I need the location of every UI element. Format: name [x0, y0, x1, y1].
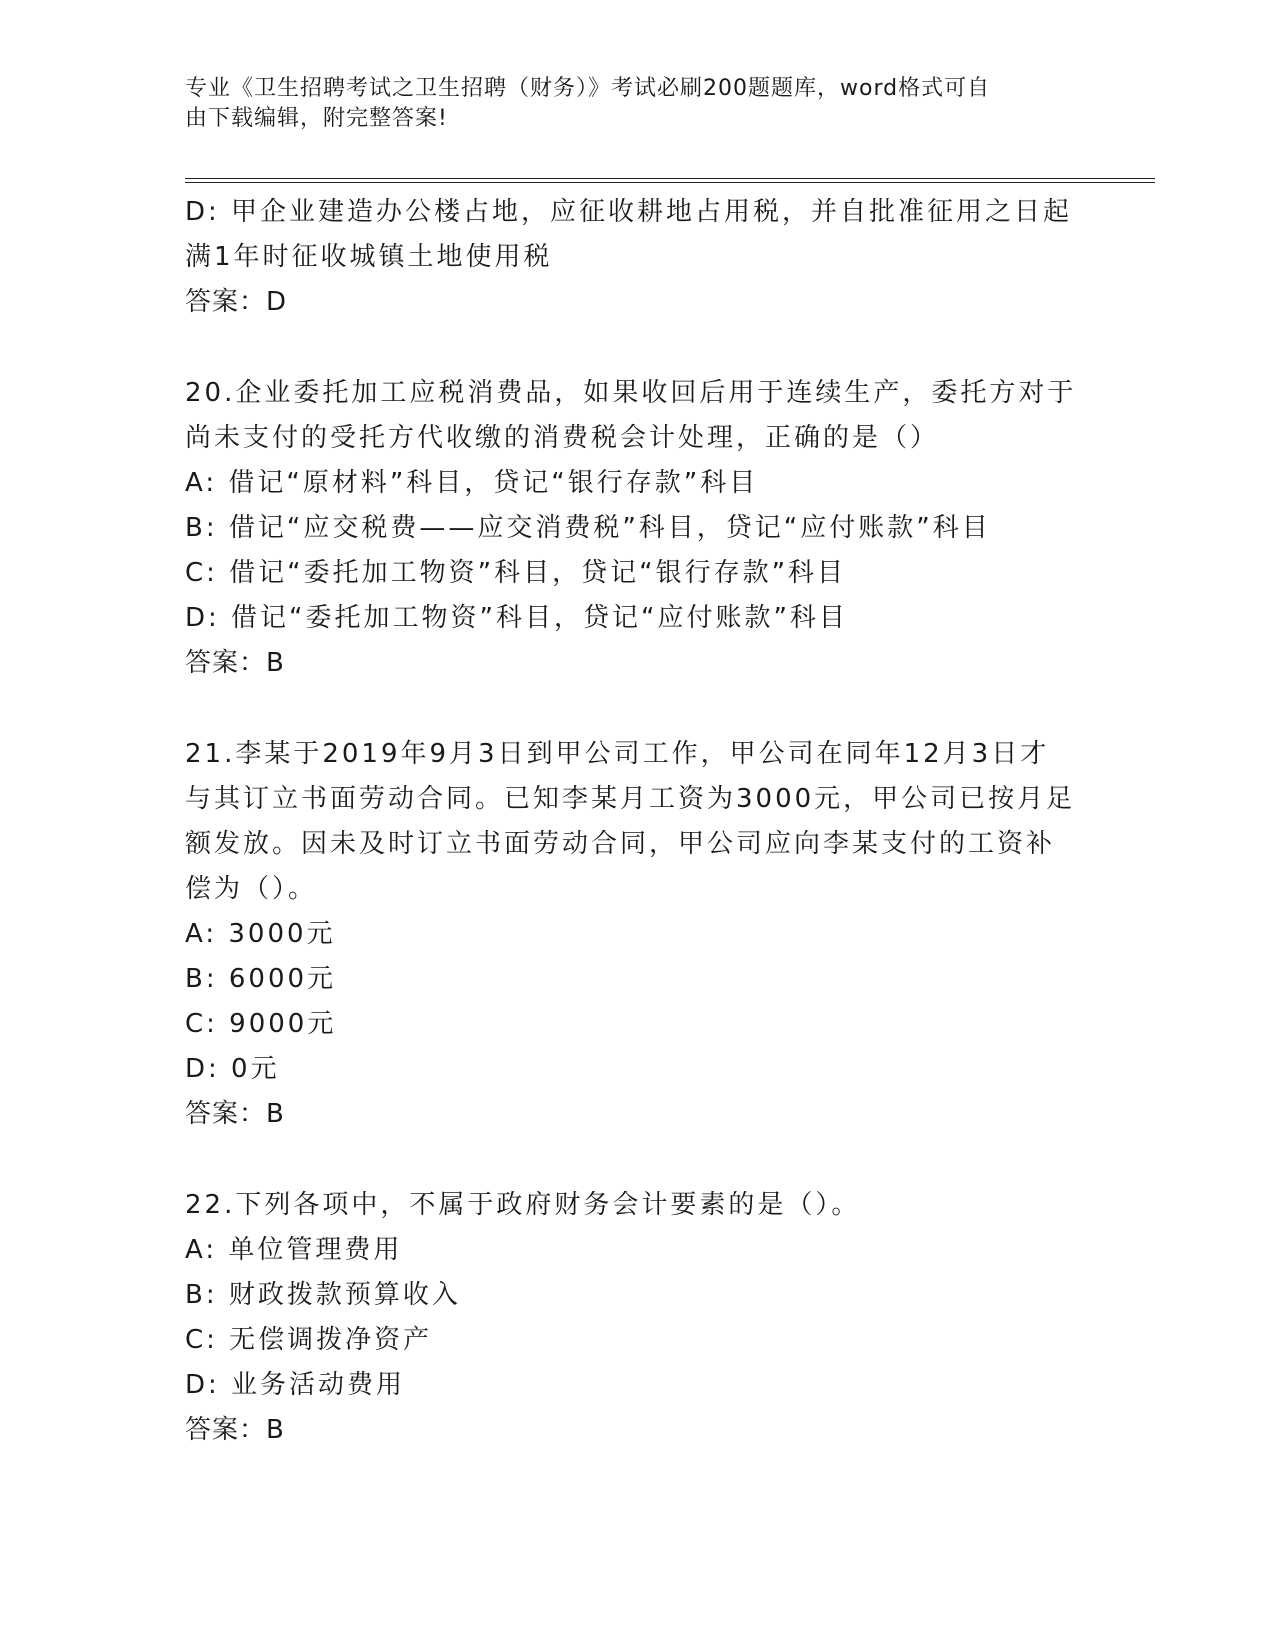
question-stem: 偿为（）。 [185, 874, 318, 904]
spacer [185, 1137, 1085, 1183]
answer-line: 答案：B [185, 1099, 285, 1129]
option-d: D: 业务活动费用 [185, 1370, 406, 1400]
spacer [185, 325, 1085, 371]
option-b: B: 财政拨款预算收入 [185, 1280, 461, 1310]
option-d-continued: 满1年时征收城镇土地使用税 [185, 242, 553, 272]
question-stem: 21.李某于2019年9月3日到甲公司工作，甲公司在同年12月3日才 [185, 739, 1050, 769]
question-stem: 尚未支付的受托方代收缴的消费税会计处理，正确的是（） [185, 423, 940, 453]
answer-line: 答案：B [185, 648, 285, 678]
document-header [185, 74, 1065, 134]
question-list [185, 190, 1085, 1453]
option-a: A: 单位管理费用 [185, 1235, 403, 1265]
question-20 [185, 371, 1085, 686]
option-c: C: 借记“委托加工物资”科目，贷记“银行存款”科目 [185, 558, 847, 588]
spacer [185, 686, 1085, 732]
header-divider [185, 178, 1155, 183]
option-c: C: 9000元 [185, 1009, 337, 1039]
answer-line: 答案：B [185, 1415, 285, 1445]
option-b: B: 6000元 [185, 964, 337, 994]
option-d: D: 0元 [185, 1054, 280, 1084]
header-line-2: 由下载编辑，附完整答案! [185, 106, 448, 131]
question-stem: 20.企业委托加工应税消费品，如果收回后用于连续生产，委托方对于 [185, 378, 1077, 408]
option-c: C: 无偿调拨净资产 [185, 1325, 433, 1355]
option-b: B: 借记“应交税费——应交消费税”科目，贷记“应付账款”科目 [185, 513, 991, 543]
question-stem: 额发放。因未及时订立书面劳动合同，甲公司应向李某支付的工资补 [185, 829, 1056, 859]
question-21 [185, 732, 1085, 1137]
option-a: A: 3000元 [185, 919, 336, 949]
question-22 [185, 1183, 1085, 1453]
option-d: D: 借记“委托加工物资”科目，贷记“应付账款”科目 [185, 603, 848, 633]
option-d: D: 甲企业建造办公楼占地，应征收耕地占用税，并自批准征用之日起 [185, 197, 1073, 227]
question-19-tail [185, 190, 1085, 325]
question-stem: 22.下列各项中，不属于政府财务会计要素的是（）。 [185, 1190, 861, 1220]
option-a: A: 借记“原材料”科目，贷记“银行存款”科目 [185, 468, 759, 498]
header-line-1: 专业《卫生招聘考试之卫生招聘（财务）》考试必刷200题题库，word格式可自 [185, 76, 991, 101]
answer-line: 答案：D [185, 287, 288, 317]
question-stem: 与其订立书面劳动合同。已知李某月工资为3000元，甲公司已按月足 [185, 784, 1076, 814]
